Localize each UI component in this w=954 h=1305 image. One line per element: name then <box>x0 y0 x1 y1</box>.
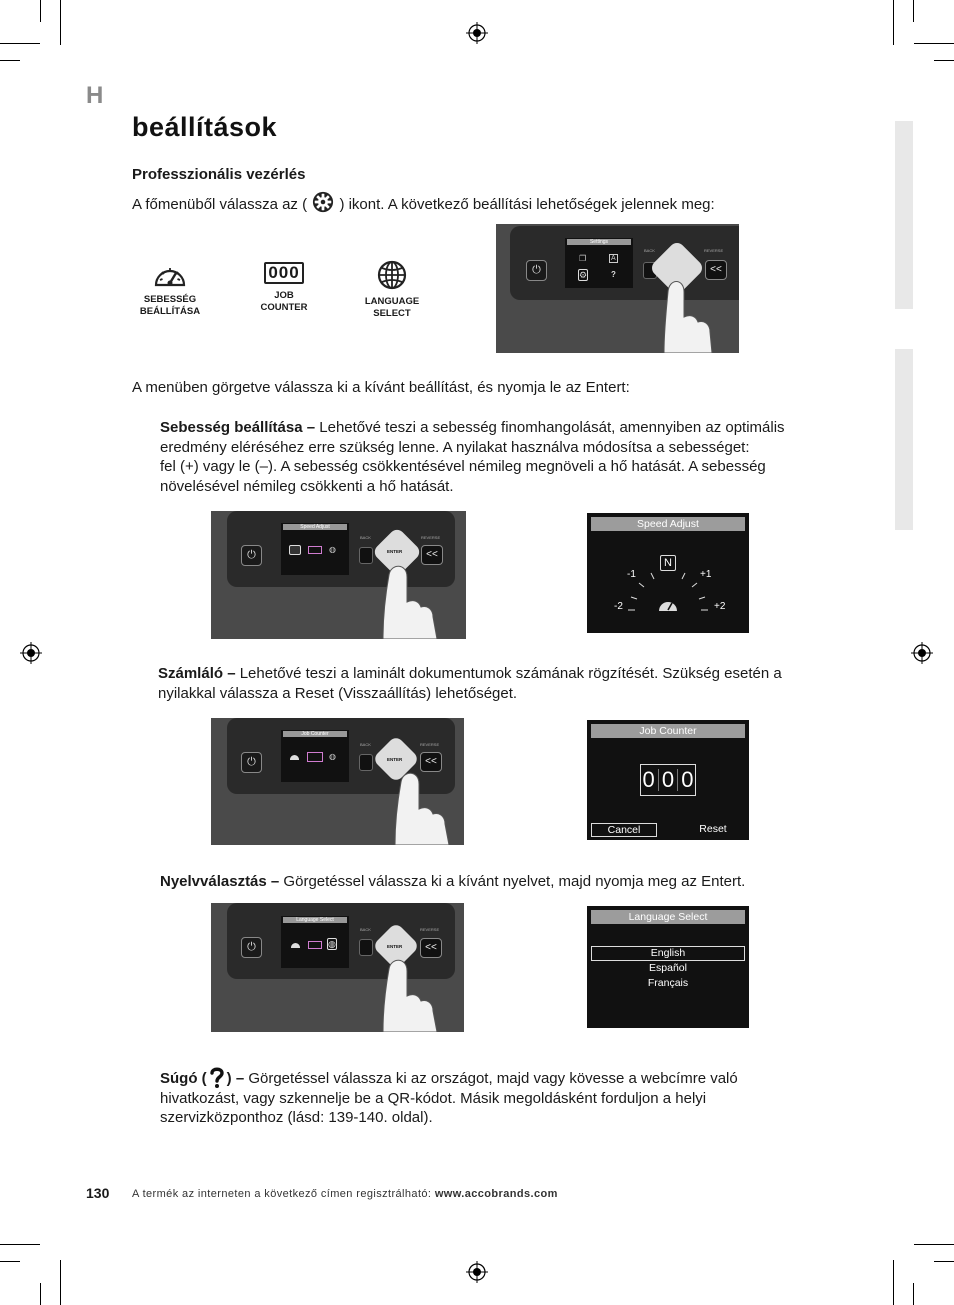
counter-icon <box>308 941 322 949</box>
speed-ticks <box>587 513 749 633</box>
language-letter: H <box>86 82 104 109</box>
counter-icon <box>307 752 323 762</box>
globe-icon: ◍ <box>328 939 336 949</box>
counter-display: 0 0 0 <box>640 764 696 796</box>
reset-button[interactable]: Reset <box>699 823 727 835</box>
control-panel-photo-speed: ⏻ Speed Adjust ◍ BACK ENTER REVERSE << <box>211 511 466 639</box>
crop-mark <box>914 1244 954 1245</box>
language-option-english[interactable]: English <box>591 946 745 961</box>
control-panel-photo-language: ⏻ Language Select ◍ BACK ENTER REVERSE << <box>211 903 464 1032</box>
speed-minus-2: -2 <box>614 601 623 612</box>
speedometer-icon <box>657 597 679 613</box>
screen-title: Language Select <box>591 910 745 924</box>
finger-pointing-icon <box>371 547 466 639</box>
crop-mark <box>0 1261 20 1262</box>
gear-icon <box>312 191 334 213</box>
power-button: ⏻ <box>241 937 262 958</box>
reverse-button: << <box>420 752 442 772</box>
speed-plus-2: +2 <box>714 601 726 612</box>
control-panel-photo-counter: ⏻ Job Counter ◍ BACK ENTER REVERSE << <box>211 718 464 845</box>
counter-icon <box>308 546 322 554</box>
speed-adjust-screen <box>587 513 749 633</box>
crop-mark <box>40 0 41 22</box>
panel-screen: Language Select ◍ <box>281 916 349 968</box>
side-tab <box>895 121 913 309</box>
speedometer-icon <box>153 262 187 288</box>
counter-icon: 000 <box>264 262 304 284</box>
registration-mark-icon <box>466 22 488 44</box>
language-select-screen <box>587 906 749 1028</box>
crop-mark <box>913 0 914 22</box>
finger-pointing-icon <box>383 754 464 845</box>
scroll-instruction: A menüben görgetve válassza ki a kívánt beállítást, és nyomja le az Entert: <box>132 379 630 396</box>
crop-mark <box>934 60 954 61</box>
crop-mark <box>60 1260 61 1305</box>
crop-mark <box>914 43 954 44</box>
section-subheading: Professzionális vezérlés <box>132 166 306 183</box>
crop-mark <box>934 1261 954 1262</box>
side-tab <box>895 349 913 530</box>
crop-mark <box>40 1283 41 1305</box>
power-button: ⏻ <box>241 545 262 566</box>
speed-minus-1: -1 <box>627 569 636 580</box>
power-button: ⏻ <box>526 260 547 281</box>
digit-divider <box>658 769 659 791</box>
crop-mark <box>893 1260 894 1305</box>
finger-pointing-icon <box>371 941 464 1032</box>
screen-title: Job Counter <box>591 724 745 738</box>
crop-mark <box>0 43 40 44</box>
reverse-button: << <box>420 938 442 958</box>
registration-mark-icon <box>20 642 42 664</box>
panel-screen: Settings ❐ A ⚙ ? <box>565 238 633 288</box>
registration-mark-icon <box>911 642 933 664</box>
speed-plus-1: +1 <box>700 569 712 580</box>
menu-item-speed: SEBESSÉG BEÁLLÍTÁSA <box>130 262 210 318</box>
footer-url[interactable]: www.accobrands.com <box>434 1188 558 1200</box>
speed-normal-indicator: N <box>660 555 676 571</box>
language-option-spanish[interactable]: Español <box>649 962 687 974</box>
speed-description: Sebesség beállítása – Lehetővé teszi a sebesség finomhangolását, amennyiben az optimális eredmény eléréséhez erre szükség lenne. A nyilakat használva módosítsa a sebességet: fel (+) vagy le (–). A sebesség csökkentésével némileg megnöveli a hő hatását. A sebesség növelésével némileg csökkenti a hő hatását. <box>160 419 785 495</box>
gear-icon: ⚙ <box>579 270 588 280</box>
cancel-button[interactable]: Cancel <box>591 823 657 837</box>
speedometer-icon <box>289 545 301 555</box>
menu-item-language: LANGUAGE SELECT <box>352 260 432 320</box>
registration-mark-icon <box>466 1261 488 1283</box>
job-counter-screen <box>587 720 749 840</box>
control-panel-photo-settings: ⏻ Settings ❐ A ⚙ ? BACK REVERSE << <box>496 224 739 353</box>
digit-divider <box>677 769 678 791</box>
page-title: beállítások <box>132 112 278 142</box>
intro-text: A főmenüből válassza az ( ) ikont. A következő beállítási lehetőségek jelennek meg: <box>132 191 715 213</box>
language-description: Nyelvválasztás – Görgetéssel válassza ki a kívánt nyelvet, majd nyomja meg az Entert. <box>160 873 746 890</box>
reverse-button: << <box>705 260 727 280</box>
menu-item-job-counter: 000 JOB COUNTER <box>260 263 308 313</box>
speedometer-icon <box>291 943 300 948</box>
power-button: ⏻ <box>241 752 262 773</box>
screen-title: Speed Adjust <box>591 517 745 531</box>
globe-icon: ◍ <box>329 752 336 761</box>
globe-icon: ◍ <box>329 545 336 554</box>
copy-icon: ❐ <box>579 254 587 263</box>
crop-mark <box>0 60 20 61</box>
page-number: 130 <box>86 1185 110 1201</box>
help-description: Súgó ( ) – Görgetéssel válassza ki az országot, majd vagy kövesse a webcímre való hivatkozást, vagy szkennelje be a QR-kódot. Másik megoldásként forduljon a helyi szervizközponthoz (lásd: 139-140. oldal). <box>160 1066 738 1128</box>
footer-text: A termék az interneten a következő címen regisztrálható: www.accobrands.com <box>132 1188 558 1200</box>
question-mark-icon <box>209 1066 225 1088</box>
panel-screen: Job Counter ◍ <box>281 730 349 782</box>
language-option-french[interactable]: Français <box>647 977 689 989</box>
back-button <box>359 754 373 771</box>
counter-description: Számláló – Lehetővé teszi a laminált dokumentumok számának rögzítését. Szükség esetén a nyilakkal válassza a Reset (Visszaállítás) lehetőséget. <box>158 665 782 702</box>
reverse-button: << <box>421 545 443 565</box>
crop-mark <box>913 1283 914 1305</box>
crop-mark <box>893 0 894 45</box>
panel-screen: Speed Adjust ◍ <box>281 523 349 575</box>
crop-mark <box>0 1244 40 1245</box>
crop-mark <box>60 0 61 45</box>
speedometer-icon <box>290 755 299 760</box>
finger-pointing-icon <box>646 262 726 353</box>
globe-icon <box>377 260 407 290</box>
